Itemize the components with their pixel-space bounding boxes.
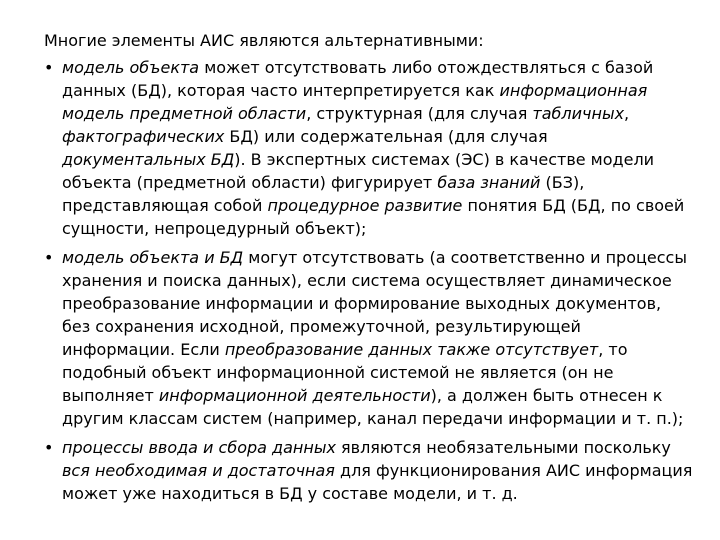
intro-text: Многие элементы АИС являются альтернативными: — [44, 31, 484, 50]
list-item-text — [62, 58, 684, 238]
list-item — [44, 246, 694, 430]
emphasis-text: процессы ввода и сбора данных — [62, 438, 336, 457]
emphasis-text: табличных — [532, 104, 625, 123]
body-text: , — [624, 104, 630, 123]
body-text: ), а должен быть отнесен к другим классам систем (например, канал передачи информации и т. п.); — [62, 386, 684, 428]
list-item — [44, 56, 694, 240]
emphasis-text: модель объекта — [62, 58, 200, 77]
bullet-icon: • — [44, 248, 54, 267]
body-text: может отсутствовать либо отождествляться с базой данных (БД), которая часто интерпретируется как — [62, 58, 654, 100]
emphasis-text: фактографических — [62, 127, 225, 146]
emphasis-text: информационная модель предметной области — [62, 81, 648, 123]
emphasis-text: база знаний — [437, 173, 541, 192]
body-text: для функционирования АИС информация может уже находиться в БД у составе модели, и т. д. — [62, 461, 693, 503]
emphasis-text: вся необходимая и достаточная — [62, 461, 335, 480]
body-text: понятия БД (БД, по своей сущности, непроцедурный объект); — [62, 196, 685, 238]
body-text: (БЗ), представляющая собой — [62, 173, 585, 215]
body-text: ). В экспертных системах (ЭС) в качестве модели объекта (предметной области) фигурирует — [62, 150, 655, 192]
body-text: являются необязательными поскольку — [335, 438, 671, 457]
emphasis-text: процедурное развитие — [267, 196, 463, 215]
bullet-list — [44, 56, 694, 505]
body-text: БД) или содержательная (для случая — [224, 127, 548, 146]
emphasis-text: информационной деятельности — [158, 386, 431, 405]
emphasis-text: модель объекта и БД — [62, 248, 244, 267]
slide-content — [44, 29, 694, 511]
body-text: , то подобный объект информационной системой не является (он не выполняет — [62, 340, 628, 405]
emphasis-text: преобразование данных также отсутствует — [224, 340, 599, 359]
list-item-text — [62, 438, 692, 503]
emphasis-text: документальных БД — [62, 150, 235, 169]
body-text: , структурная (для случая — [306, 104, 533, 123]
body-text: могут отсутствовать (а соответственно и процессы хранения и поиска данных), если система осуществляет динамическое преобразование информации и формирование выходных документов, без сохранения исходной, промежуточной, результирующей информации. Если — [62, 248, 687, 359]
bullet-icon: • — [44, 438, 54, 457]
list-item — [44, 436, 694, 505]
bullet-icon: • — [44, 58, 54, 77]
list-item-text — [62, 248, 687, 428]
